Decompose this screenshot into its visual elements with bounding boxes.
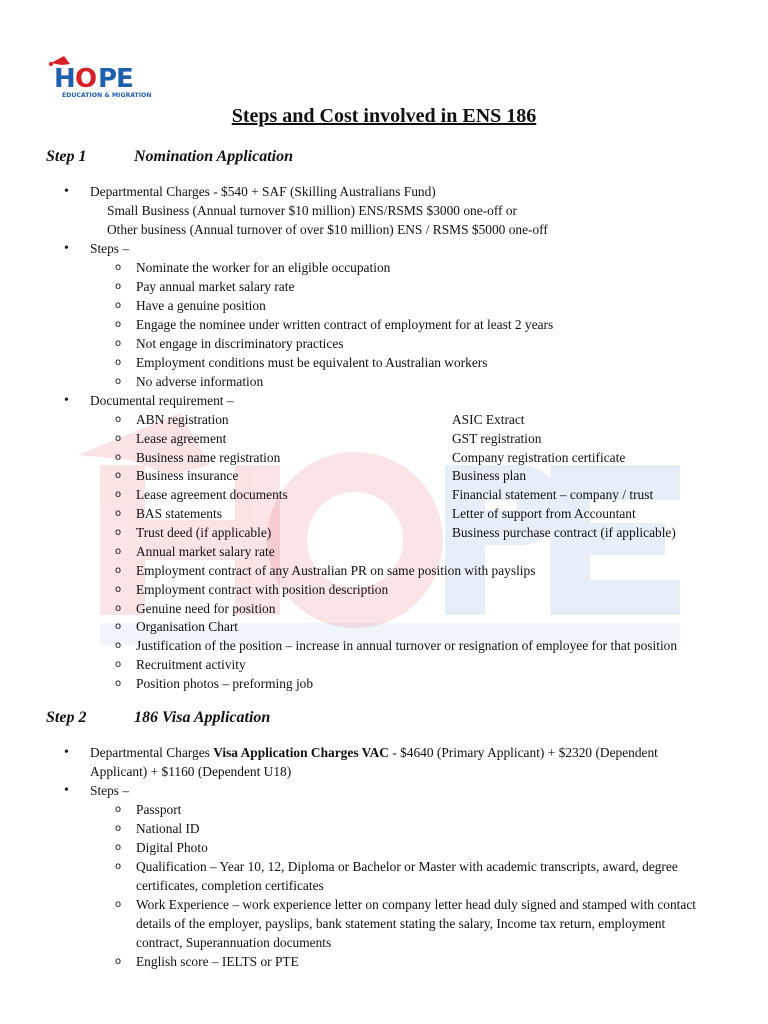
sub-bullet: o — [115, 659, 122, 670]
sub-bullet: o — [115, 262, 122, 273]
step1-charges-line-3: Other business (Annual turnover of over $10 million) ENS / RSMS $5000 one-off — [107, 222, 548, 237]
doc-item-right: Company registration certificate — [452, 450, 626, 465]
step2-step-item: Qualification – Year 10, 12, Diploma or Bachelor or Master with academic transcripts, award, degree — [136, 859, 678, 874]
doc-item-right: ASIC Extract — [452, 412, 525, 427]
sub-bullet: o — [115, 678, 122, 689]
bullet-dot: • — [64, 393, 69, 408]
sub-bullet: o — [115, 527, 122, 538]
step2-step-item-cont: details of the employer, payslips, bank statement stating the salary, Income tax return, employment — [136, 916, 666, 931]
svg-text:PE: PE — [98, 64, 133, 94]
step1-step-item: No adverse information — [136, 374, 264, 389]
sub-bullet: o — [115, 584, 122, 595]
sub-bullet: o — [115, 640, 122, 651]
sub-bullet: o — [115, 546, 122, 557]
sub-bullet: o — [115, 470, 122, 481]
sub-bullet: o — [115, 804, 122, 815]
step2-charges-rest: - $4640 (Primary Applicant) + $2320 (Dependent — [388, 745, 658, 760]
sub-bullet: o — [115, 319, 122, 330]
step1-step-item: Not engage in discriminatory practices — [136, 336, 344, 351]
step2-steps-label: Steps – — [90, 783, 130, 798]
doc-item: Organisation Chart — [136, 619, 239, 634]
step1-name: Nomination Application — [134, 148, 293, 165]
sub-bullet: o — [115, 956, 122, 967]
sub-bullet: o — [115, 899, 122, 910]
doc-item: Justification of the position – increase in annual turnover or resignation of employee for that position — [136, 638, 678, 653]
sub-bullet: o — [115, 823, 122, 834]
sub-bullet: o — [115, 565, 122, 576]
sub-bullet: o — [115, 300, 122, 311]
page-title: Steps and Cost involved in ENS 186 — [231, 105, 537, 127]
doc-item: Position photos – preforming job — [136, 676, 314, 691]
doc-item: BAS statements — [136, 506, 222, 521]
doc-item: Business insurance — [136, 468, 239, 483]
step2-number: Step 2 — [46, 709, 87, 726]
doc-item-right: Financial statement – company / trust — [452, 487, 654, 502]
doc-item: Recruitment activity — [136, 657, 246, 672]
step1-charges-line-2: Small Business (Annual turnover $10 million) ENS/RSMS $3000 one-off or — [107, 203, 518, 218]
step2-charges-prefix: Departmental Charges — [90, 745, 214, 760]
bullet-dot: • — [64, 184, 69, 199]
doc-item: Lease agreement documents — [136, 487, 288, 502]
step2-name: 186 Visa Application — [134, 709, 271, 726]
sub-bullet: o — [115, 452, 122, 463]
svg-text:H: H — [54, 64, 75, 94]
step2-step-item: Digital Photo — [136, 840, 208, 855]
sub-bullet: o — [115, 357, 122, 368]
sub-bullet: o — [115, 489, 122, 500]
svg-text:O: O — [75, 64, 97, 94]
step2-step-item: Work Experience – work experience letter on company letter head duly signed and stamped with contact — [136, 897, 697, 912]
sub-bullet: o — [115, 414, 122, 425]
sub-bullet: o — [115, 338, 122, 349]
hope-logo — [48, 55, 163, 100]
doc-item-right: Business purchase contract (if applicable) — [452, 525, 676, 540]
step1-heading — [46, 148, 293, 166]
step2-charges-line-1 — [90, 744, 658, 762]
doc-item: Annual market salary rate — [136, 544, 275, 559]
doc-item-right: Business plan — [452, 468, 527, 483]
bullet-dot: • — [64, 783, 69, 798]
doc-item-right: Letter of support from Accountant — [452, 506, 636, 521]
doc-item: Employment contract with position description — [136, 582, 389, 597]
step2-step-item: Passport — [136, 802, 182, 817]
doc-item: Genuine need for position — [136, 601, 276, 616]
doc-item: Lease agreement — [136, 431, 227, 446]
sub-bullet: o — [115, 842, 122, 853]
step2-charges-vac: Visa Application Charges VAC — [213, 745, 389, 760]
step1-steps-label: Steps – — [90, 241, 130, 256]
doc-item: Trust deed (if applicable) — [136, 525, 272, 540]
step1-step-item: Employment conditions must be equivalent to Australian workers — [136, 355, 488, 370]
step1-step-item: Engage the nominee under written contract of employment for at least 2 years — [136, 317, 554, 332]
doc-item: Employment contract of any Australian PR on same position with payslips — [136, 563, 536, 578]
step1-number: Step 1 — [46, 148, 87, 165]
sub-bullet: o — [115, 281, 122, 292]
step1-charges-line-1: Departmental Charges - $540 + SAF (Skilling Australians Fund) — [90, 184, 436, 199]
sub-bullet: o — [115, 603, 122, 614]
step2-charges-line-2: Applicant) + $1160 (Dependent U18) — [90, 764, 292, 779]
sub-bullet: o — [115, 433, 122, 444]
step2-step-item-cont: certificates, completion certificates — [136, 878, 324, 893]
doc-item: Business name registration — [136, 450, 281, 465]
bullet-dot: • — [64, 241, 69, 256]
step1-docs-label: Documental requirement – — [90, 393, 234, 408]
step1-step-item: Pay annual market salary rate — [136, 279, 295, 294]
sub-bullet: o — [115, 376, 122, 387]
sub-bullet: o — [115, 621, 122, 632]
step1-step-item: Nominate the worker for an eligible occupation — [136, 260, 391, 275]
sub-bullet: o — [115, 508, 122, 519]
svg-text:EDUCATION & MIGRATION: EDUCATION & MIGRATION — [62, 92, 152, 99]
bullet-dot: • — [64, 745, 69, 760]
sub-bullet: o — [115, 861, 122, 872]
doc-item-right: GST registration — [452, 431, 542, 446]
step2-step-item: English score – IELTS or PTE — [136, 954, 299, 969]
step2-step-item-cont: contract, Superannuation documents — [136, 935, 332, 950]
step1-step-item: Have a genuine position — [136, 298, 266, 313]
step2-heading — [46, 709, 270, 727]
doc-item: ABN registration — [136, 412, 229, 427]
step2-step-item: National ID — [136, 821, 200, 836]
